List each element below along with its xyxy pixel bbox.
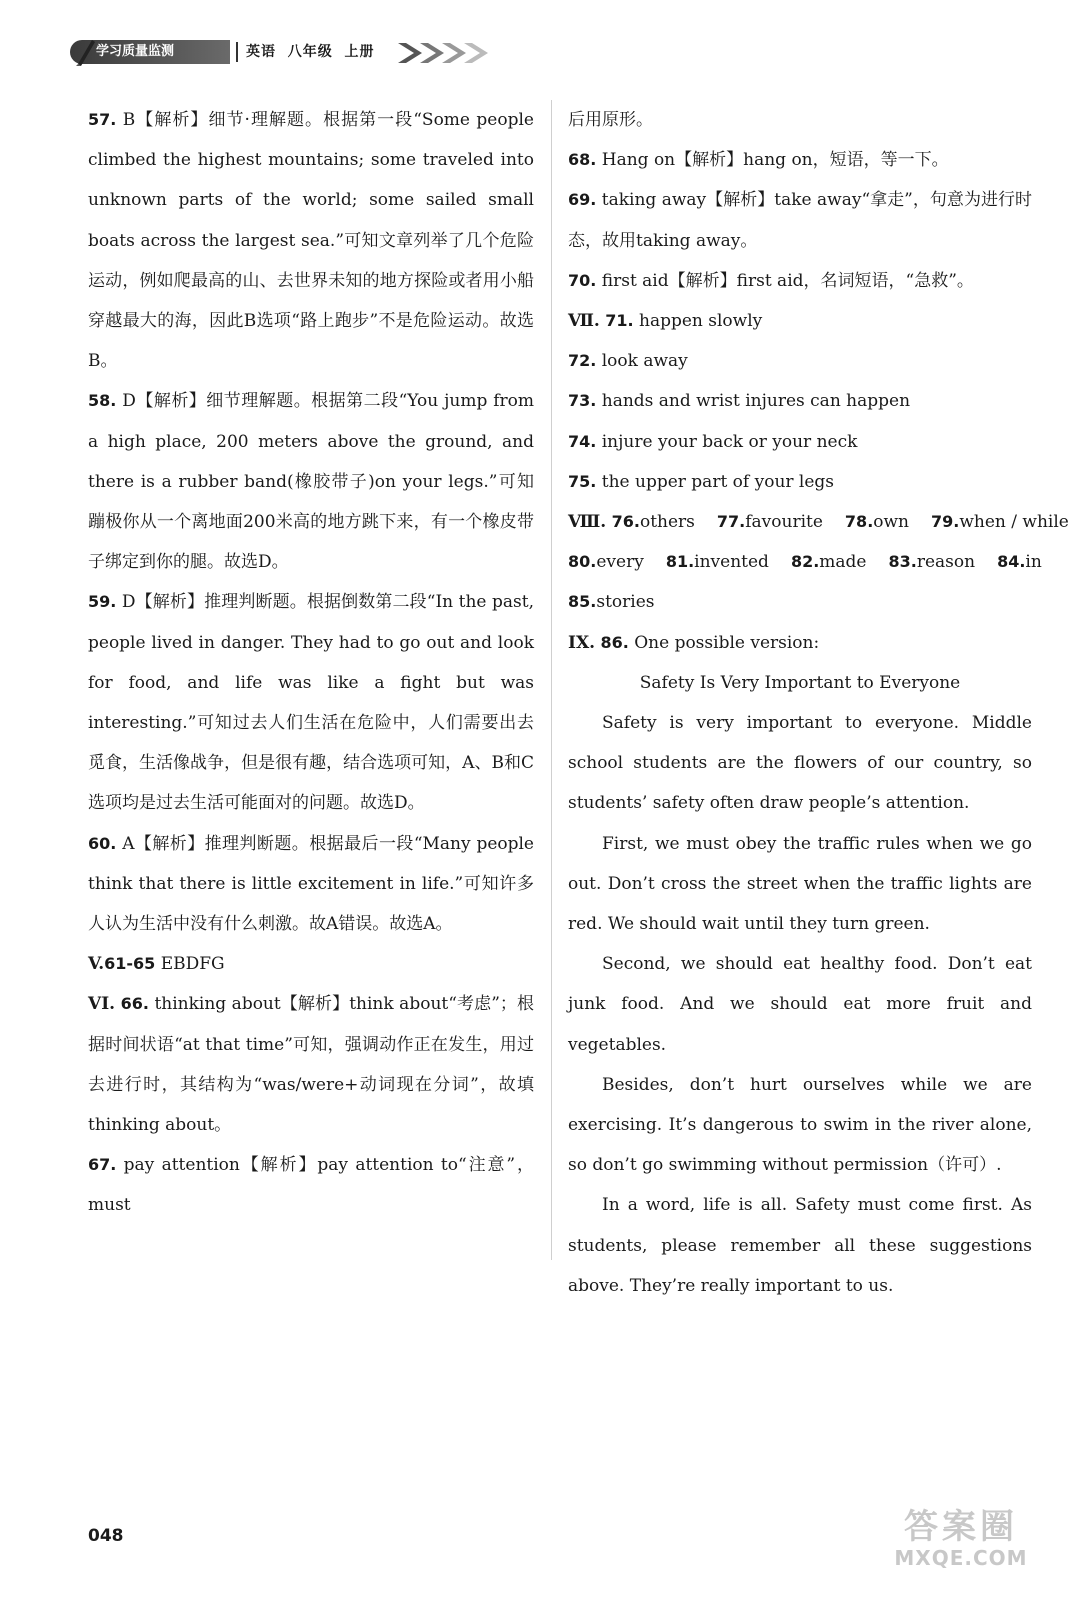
answer-text: D【解析】推理判断题。根据倒数第二段“In the past, people lived in danger. They had to go out and look for food, and life was like a fight but was interesting.”可知过去人们生活在危险中，人们需要出去觅食，生活像战争，但是很有趣，结合选项可知，A、B和C选项均是过去生活可能面对的问题。故选D。: [88, 592, 534, 814]
answer-text: pay attention【解析】pay attention to“注意”，must: [88, 1155, 534, 1216]
column-divider: [551, 100, 552, 1260]
answer-60: [88, 824, 534, 945]
answer-text: B【解析】细节·理解题。根据第一段“Some people climbed the highest mountains; some traveled into unknown parts of the world; some sailed small boats across the largest sea.”可知文章列举了几个危险运动，例如爬最高的山、去世界未知的地方探险或者用小船穿越最大的海，因此B选项“路上跑步”不是危险运动。故选B。: [88, 110, 534, 372]
question-number: 73.: [568, 391, 597, 411]
answer-58: [88, 381, 534, 582]
question-number: 69.: [568, 190, 597, 210]
page-header: [70, 36, 490, 70]
answer-text: EBDFG: [160, 954, 225, 975]
pen-icon: [74, 36, 96, 66]
right-column: [568, 100, 1069, 1306]
question-number: 86.: [600, 632, 629, 652]
answer-73: [568, 381, 1032, 421]
answer-84: [997, 542, 1042, 582]
answer-78: [845, 502, 909, 542]
question-number: 60.: [88, 833, 117, 853]
question-number: 67.: [88, 1155, 117, 1175]
answer-70: [568, 261, 1032, 301]
section-label: Ⅷ.: [568, 512, 607, 533]
chevrons-decoration-icon: [396, 38, 506, 68]
answer-57: [88, 100, 534, 381]
question-number: 59.: [88, 592, 117, 612]
series-title: 学习质量监测: [96, 44, 175, 59]
answer-67: [88, 1145, 534, 1225]
answer-text: the upper part of your legs: [601, 471, 835, 492]
answer-85: [568, 582, 1032, 622]
answer-80: [568, 542, 644, 582]
question-number: 75.: [568, 471, 597, 491]
question-number: 71.: [605, 311, 634, 331]
answer-text: look away: [601, 351, 688, 372]
answer-72: [568, 341, 1032, 381]
volume: 上册: [344, 44, 375, 60]
answer-76: [568, 502, 695, 542]
grade: 八年级: [287, 44, 333, 60]
answer-79: [931, 502, 1069, 542]
answer-text: favourite: [745, 512, 823, 533]
section-label: V.: [88, 954, 105, 975]
answer-81: [666, 542, 769, 582]
question-number: 81.: [665, 552, 695, 572]
question-number: 61-65: [104, 954, 156, 974]
watermark-logo: 答案圈: [904, 1507, 1018, 1547]
answer-text: One possible version:: [634, 632, 820, 653]
question-number: 80.: [568, 552, 597, 572]
question-number: 82.: [790, 552, 820, 572]
answers-76-79: [568, 502, 1069, 542]
answer-86-intro: [568, 623, 1032, 663]
answer-text: own: [873, 512, 910, 533]
book-info: [246, 40, 375, 64]
question-number: 79.: [931, 512, 960, 532]
answer-text: made: [819, 552, 867, 573]
essay-title: Safety Is Very Important to Everyone: [639, 672, 961, 693]
answer-68: [568, 140, 1032, 180]
question-number: 78.: [844, 512, 874, 532]
answers-80-84: [568, 542, 1042, 582]
answer-text: others: [639, 512, 695, 533]
question-number: 77.: [716, 512, 746, 532]
answer-83: [888, 542, 975, 582]
question-number: 83.: [888, 552, 917, 572]
left-column: [88, 100, 534, 1226]
essay-paragraph: First, we must obey the traffic rules when we go out. Don’t cross the street when the traffic lights are red. We should wait until they turn green.: [568, 833, 1032, 935]
answer-text: first aid【解析】first aid，名词短语，“急救”。: [601, 270, 974, 291]
answer-74: [568, 422, 1032, 462]
answer-67-continued: 后用原形。: [568, 110, 653, 130]
answer-text: stories: [596, 592, 655, 613]
watermark-url: MXQE.COM: [894, 1546, 1028, 1570]
answer-82: [791, 542, 867, 582]
answer-59: [88, 582, 534, 823]
question-number: 72.: [568, 351, 597, 371]
question-number: 66.: [120, 994, 149, 1014]
answer-text: every: [596, 552, 644, 573]
essay-paragraph: In a word, life is all. Safety must come first. As students, please remember all these suggestions above. They’re really important to us.: [568, 1195, 1032, 1296]
essay-paragraph: Besides, don’t hurt ourselves while we are exercising. It’s dangerous to swim in the river alone, so don’t go swimming without permission（许可）.: [568, 1074, 1032, 1176]
answer-75: [568, 462, 1032, 502]
question-number: 74.: [568, 431, 597, 451]
question-number: 76.: [611, 512, 640, 532]
header-divider: [236, 42, 238, 62]
question-number: 85.: [568, 592, 597, 612]
answer-text: thinking about【解析】think about“考虑”；根据时间状语“at that time”可知，强调动作正在发生，用过去进行时，其结构为“was/were+动词现在分词”，故填thinking about。: [88, 994, 535, 1136]
answer-66: [88, 984, 534, 1145]
section-label: VI.: [88, 994, 116, 1015]
answer-71: [568, 301, 1032, 341]
watermark: [866, 1508, 1056, 1578]
essay-paragraph: Safety is very important to everyone. Middle school students are the flowers of our country, so students’ safety often draw people’s attention.: [568, 713, 1032, 814]
question-number: 68.: [568, 150, 597, 170]
answer-text: when / while: [959, 512, 1069, 533]
answer-text: hands and wrist injures can happen: [601, 391, 911, 412]
question-number: 70.: [568, 270, 597, 290]
essay-paragraph: Second, we should eat healthy food. Don’t eat junk food. And we should eat more fruit and vegetables.: [568, 954, 1032, 1055]
answer-text: happen slowly: [639, 311, 763, 332]
answer-text: injure your back or your neck: [601, 431, 858, 452]
section-label: IX.: [568, 632, 596, 653]
answer-text: A【解析】推理判断题。根据最后一段“Many people think that there is little excitement in life.”可知许多人认为生活中没有什么刺激。故A错误。故选A。: [88, 833, 534, 935]
question-number: 84.: [997, 552, 1026, 572]
answer-text: reason: [916, 552, 976, 573]
section-label: Ⅶ.: [568, 311, 600, 332]
page-number: 048: [88, 1526, 124, 1546]
subject: 英语: [246, 44, 276, 60]
question-number: 57.: [88, 110, 117, 129]
answer-text: taking away【解析】take away“拿走”，句意为进行时态，故用taking away。: [568, 190, 1033, 251]
answer-77: [717, 502, 823, 542]
answer-text: D【解析】细节理解题。根据第二段“You jump from a high place, 200 meters above the ground, and there is a rubber band(橡胶带子)on your legs.”可知蹦极你从一个离地面200米高的地方跳下来，有一个橡皮带子绑定到你的腿。故选D。: [88, 391, 534, 573]
answer-text: in: [1025, 552, 1042, 573]
answer-text: Hang on【解析】hang on，短语，等一下。: [601, 150, 949, 171]
answer-61-65: [88, 944, 534, 984]
question-number: 58.: [88, 391, 117, 411]
answer-69: [568, 180, 1032, 260]
answer-text: invented: [694, 552, 769, 573]
